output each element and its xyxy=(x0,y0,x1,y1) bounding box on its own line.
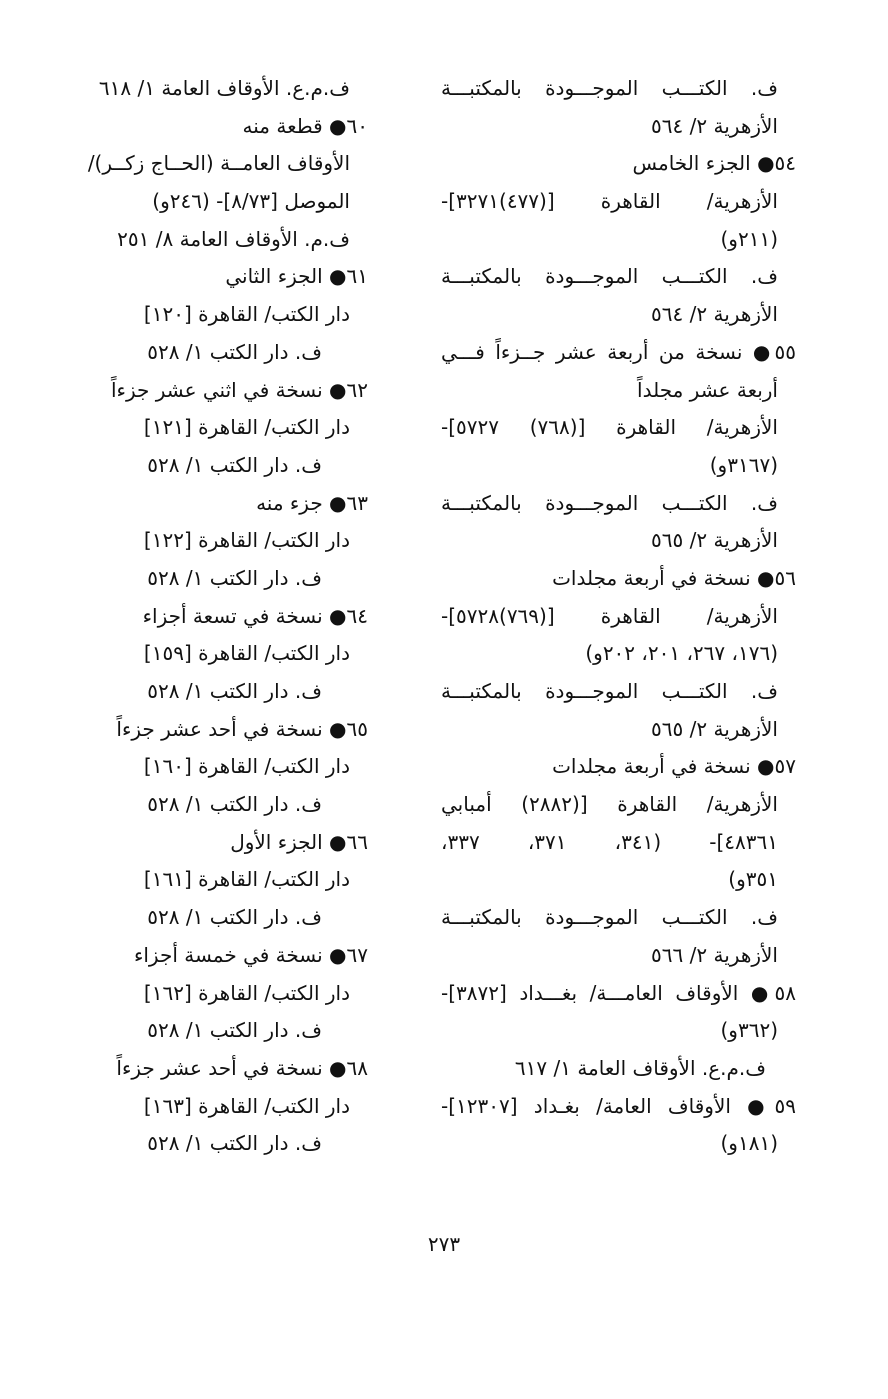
text-line: ف. الكتـــب الموجـــودة بالمكتبـــة xyxy=(441,679,778,703)
text-line: الأزهرية ٢/ ٥٦٤ xyxy=(651,113,778,138)
text-line: الأزهرية/ القاهرة [(٧٦٨) ٥٧٢٧]- xyxy=(441,415,778,440)
entry-heading-line: ٦١● الجزء الثاني xyxy=(225,264,368,289)
text-line: (١٨١و) xyxy=(720,1131,778,1156)
entry-heading-line: ٥٧● نسخة في أربعة مجلدات xyxy=(552,754,796,779)
entry-heading-line: ٥٩● الأوقاف العامة/ بغـداد [١٢٣٠٧]- xyxy=(441,1093,796,1118)
text-line: دار الكتب/ القاهرة [١٦١] xyxy=(143,867,350,892)
text-line: الأزهرية/ القاهرة [(٢٨٨٢) أمبابي xyxy=(441,792,778,817)
entry-heading-line: ٥٥● نسخة من أربعة عشر جــزءاً فـــي xyxy=(441,339,796,364)
text-line: دار الكتب/ القاهرة [١٦٣] xyxy=(143,1093,350,1118)
page-number: ٢٧٣ xyxy=(427,1232,461,1256)
text-line: ف. دار الكتب ١/ ٥٢٨ xyxy=(147,339,322,364)
text-line: (٣٦٢و) xyxy=(720,1018,778,1043)
text-line: (١٧٦، ٢٦٧، ٢٠١، ٢٠٢و) xyxy=(585,641,778,666)
text-line: ف. دار الكتب ١/ ٥٢٨ xyxy=(147,1131,322,1156)
text-line: دار الكتب/ القاهرة [١٢١] xyxy=(143,415,350,440)
text-line: الأزهرية/ القاهرة [(٤٧٧)٣٢٧١]- xyxy=(441,189,778,214)
text-line: الأزهرية/ القاهرة [(٧٦٩)٥٧٢٨]- xyxy=(441,603,778,628)
text-line: ٣٥١و) xyxy=(728,867,778,892)
entry-heading-line: ٥٦● نسخة في أربعة مجلدات xyxy=(552,565,796,590)
entry-heading-line: ٦٦● الجزء الأول xyxy=(230,829,368,854)
text-line: (٣١٦٧و) xyxy=(709,452,778,477)
text-line: ف. دار الكتب ١/ ٥٢٨ xyxy=(147,565,322,590)
text-line: الأزهرية ٢/ ٥٦٦ xyxy=(651,942,778,967)
text-line: ف.م. الأوقاف العامة ٨/ ٢٥١ xyxy=(117,226,350,251)
text-line: ف. الكتـــب الموجـــودة بالمكتبـــة xyxy=(441,490,778,515)
text-line: ف. دار الكتب ١/ ٥٢٨ xyxy=(147,1018,322,1043)
text-line: ف.م.ع. الأوقاف العامة ١/ ٦١٨ xyxy=(98,76,350,100)
text-line: الأزهرية ٢/ ٥٦٥ xyxy=(651,528,778,553)
text-line: دار الكتب/ القاهرة [١٢٢] xyxy=(143,528,350,553)
text-line: دار الكتب/ القاهرة [١٥٩] xyxy=(143,641,350,666)
entry-heading-line: ٦٠● قطعة منه xyxy=(242,113,368,138)
text-line: الموصل [٨/٧٣]- (٢٤٦و) xyxy=(152,189,350,214)
entry-heading-line: ٦٥● نسخة في أحد عشر جزءاً xyxy=(116,716,368,741)
text-line: الأزهرية ٢/ ٥٦٥ xyxy=(651,716,778,741)
text-line: ف. دار الكتب ١/ ٥٢٨ xyxy=(147,905,322,930)
text-line: الأوقاف العامــة (الحــاج زكــر)/ xyxy=(87,151,350,176)
right-column xyxy=(441,70,796,1163)
text-line: ف. الكتـــب الموجـــودة بالمكتبـــة xyxy=(441,905,778,930)
entry-heading-line: ٦٤● نسخة في تسعة أجزاء xyxy=(142,603,368,628)
entry-heading-line: ٥٨● الأوقاف العامـــة/ بغـــداد [٣٨٧٢]- xyxy=(441,980,796,1005)
entry-heading-line: ٦٢● نسخة في اثني عشر جزءاً xyxy=(111,377,368,402)
text-line: ف. دار الكتب ١/ ٥٢٨ xyxy=(147,679,322,703)
text-line: دار الكتب/ القاهرة [١٢٠] xyxy=(143,302,350,327)
text-line: ف. دار الكتب ١/ ٥٢٨ xyxy=(147,792,322,817)
entry-heading-line: ٦٧● نسخة في خمسة أجزاء xyxy=(133,942,368,967)
text-line: ف. دار الكتب ١/ ٥٢٨ xyxy=(147,452,322,477)
text-line: ٤٨٣٦١]- (٣٤١، ٣٧١، ٣٣٧، xyxy=(441,829,778,854)
text-line: أربعة عشر مجلداً xyxy=(637,377,778,402)
text-line: (٢١١و) xyxy=(720,226,778,251)
left-column xyxy=(87,70,368,1163)
text-line: دار الكتب/ القاهرة [١٦٠] xyxy=(143,754,350,779)
entry-heading-line: ٦٨● نسخة في أحد عشر جزءاً xyxy=(116,1055,368,1080)
entry-heading-line: ٥٤● الجزء الخامس xyxy=(632,151,796,176)
entry-heading-line: ٦٣● جزء منه xyxy=(256,490,368,515)
text-line: الأزهرية ٢/ ٥٦٤ xyxy=(651,302,778,327)
text-line: دار الكتب/ القاهرة [١٦٢] xyxy=(143,980,350,1005)
text-line: ف.م.ع. الأوقاف العامة ١/ ٦١٧ xyxy=(514,1055,766,1080)
text-line: ف. الكتـــب الموجـــودة بالمكتبـــة xyxy=(441,76,778,100)
text-line: ف. الكتـــب الموجـــودة بالمكتبـــة xyxy=(441,264,778,289)
